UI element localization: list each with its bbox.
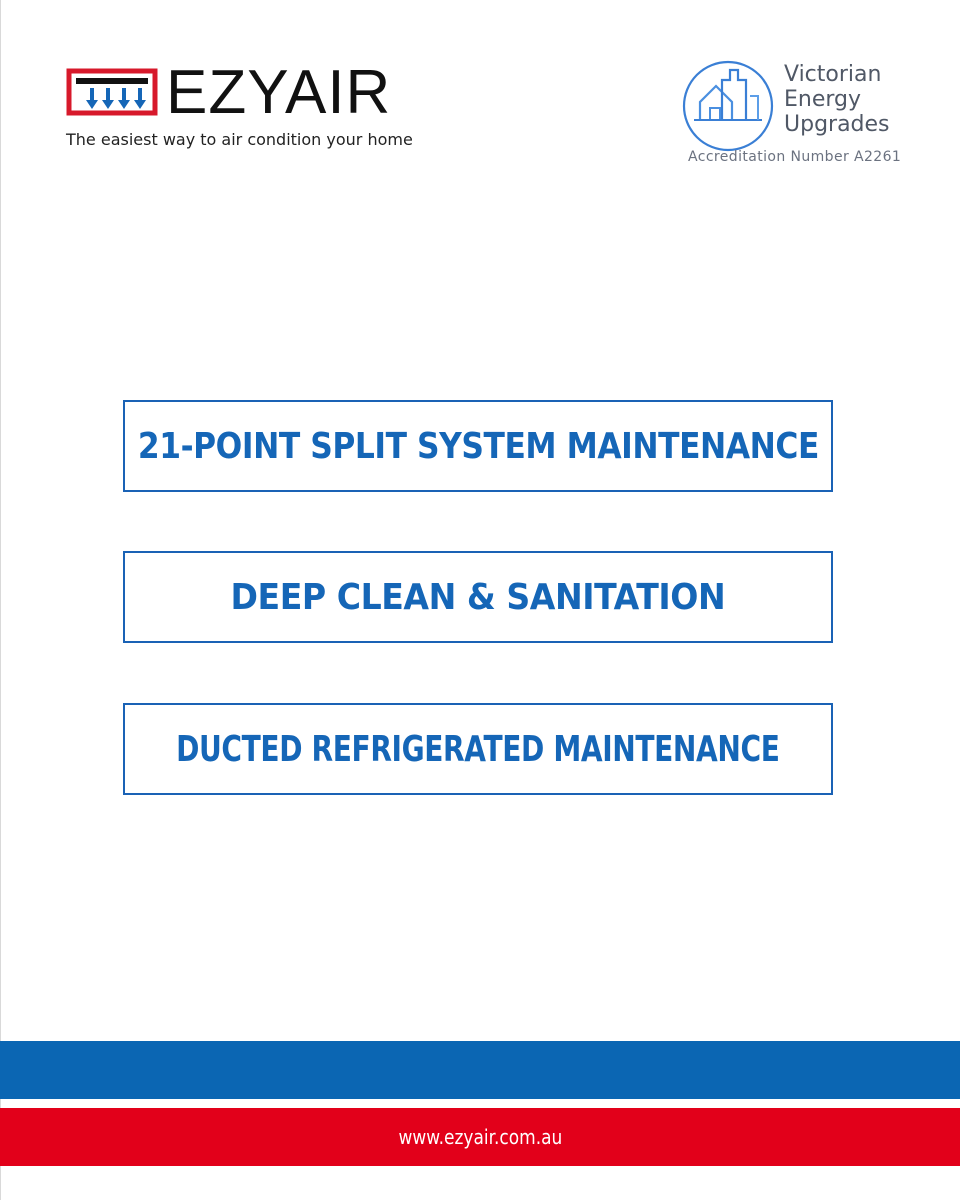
service-box-ducted bbox=[123, 703, 833, 795]
veu-title-line-1: Victorian bbox=[784, 62, 882, 87]
ezyair-logo[interactable] bbox=[66, 58, 426, 156]
logo-tagline: The easiest way to air condition your home bbox=[66, 130, 413, 149]
footer-blue-band bbox=[0, 1041, 960, 1099]
footer-red-band bbox=[0, 1108, 960, 1166]
service-label: DEEP CLEAN & SANITATION bbox=[230, 576, 726, 618]
logo-wordmark: EZYAIR bbox=[166, 58, 392, 127]
service-box-deep-clean bbox=[123, 551, 833, 643]
accreditation-number: Accreditation Number A2261 bbox=[688, 149, 902, 165]
service-label: DUCTED REFRIGERATED MAINTENANCE bbox=[176, 728, 780, 770]
veu-title-line-3: Upgrades bbox=[784, 112, 890, 137]
veu-title bbox=[784, 62, 890, 137]
page-edge bbox=[0, 0, 1, 1200]
house-circle-icon bbox=[680, 56, 776, 152]
veu-accreditation-badge bbox=[680, 52, 920, 177]
service-label: 21-POINT SPLIT SYSTEM MAINTENANCE bbox=[137, 425, 819, 467]
service-box-split-system bbox=[123, 400, 833, 492]
veu-title-line-2: Energy bbox=[784, 87, 862, 112]
website-link[interactable]: www.ezyair.com.au bbox=[398, 1125, 562, 1149]
air-vent-icon bbox=[66, 68, 158, 116]
